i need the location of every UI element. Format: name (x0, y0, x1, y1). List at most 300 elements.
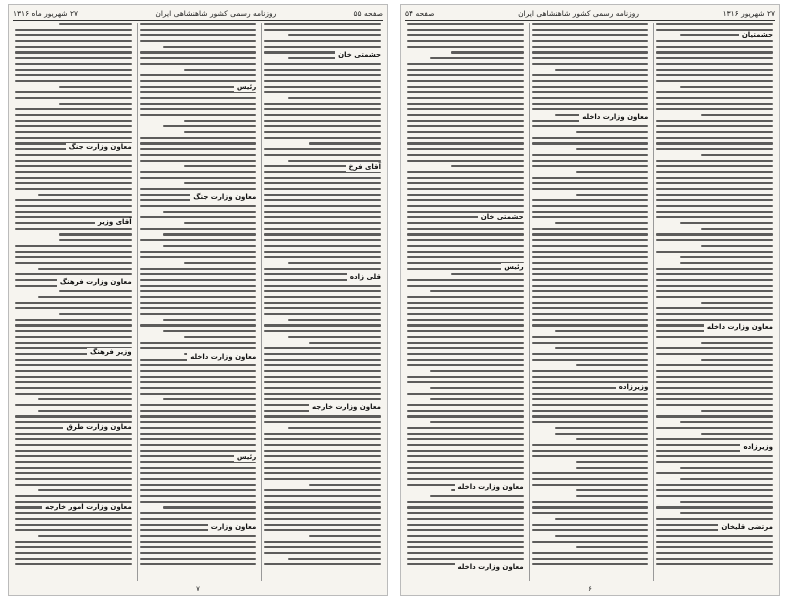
text-line (140, 40, 257, 42)
text-line (532, 359, 649, 361)
text-line (407, 154, 524, 156)
text-line (264, 524, 381, 526)
text-line (15, 467, 132, 469)
text-line (656, 290, 773, 292)
text-line (15, 97, 132, 99)
text-line (140, 444, 257, 446)
text-line (288, 319, 381, 321)
text-line (140, 546, 257, 548)
text-line (656, 563, 773, 565)
text-line (532, 211, 649, 213)
text-line (532, 404, 649, 406)
text-line (264, 518, 381, 520)
right-newspaper-title: روزنامه رسمی کشور شاهنشاهی ایران (518, 8, 639, 18)
text-line (555, 433, 648, 435)
text-line (163, 211, 256, 213)
text-line (140, 108, 257, 110)
text-line (532, 182, 649, 184)
text-line (532, 290, 649, 292)
text-line (264, 359, 381, 361)
text-line (555, 518, 648, 520)
text-line (407, 103, 524, 105)
text-line (407, 506, 524, 508)
text-line (532, 177, 649, 179)
text-line (407, 80, 524, 82)
text-line (656, 199, 773, 201)
text-line (656, 205, 773, 207)
text-line (184, 262, 256, 264)
text-line (15, 307, 132, 309)
text-line (140, 103, 257, 105)
text-lines (140, 23, 257, 581)
text-line (656, 142, 773, 144)
text-line (532, 563, 649, 565)
text-line (15, 415, 132, 417)
text-line (15, 256, 132, 258)
text-line (407, 472, 524, 474)
text-line (407, 529, 524, 531)
text-line (184, 69, 256, 71)
text-line (264, 154, 381, 156)
text-line (532, 91, 649, 93)
text-line (15, 529, 132, 531)
text-line (532, 74, 649, 76)
text-line (532, 142, 649, 144)
text-line (656, 489, 773, 491)
text-line (532, 268, 649, 270)
text-line (140, 148, 257, 150)
text-line (264, 216, 381, 218)
text-line (656, 415, 773, 417)
text-line (163, 506, 256, 508)
text-line (532, 302, 649, 304)
text-line (140, 558, 257, 560)
text-line (430, 398, 523, 400)
text-line (309, 484, 381, 486)
text-line (407, 319, 524, 321)
text-line (15, 330, 132, 332)
text-line (264, 194, 381, 196)
text-line (288, 160, 381, 162)
text-line (555, 535, 648, 537)
text-line (15, 478, 132, 480)
left-page-label: صفحه ۵۵ (353, 8, 383, 18)
text-line (407, 148, 524, 150)
text-line (656, 194, 773, 196)
text-line (407, 535, 524, 537)
text-line (15, 324, 132, 326)
text-line (264, 324, 381, 326)
right-page (400, 4, 780, 596)
text-line (264, 512, 381, 514)
text-line (309, 535, 381, 537)
section-heading: حشمتی خان (478, 213, 524, 222)
text-line (15, 524, 132, 526)
text-line (140, 228, 257, 230)
text-line (680, 512, 773, 514)
text-line (15, 472, 132, 474)
section-heading: معاون وزارت داخله (455, 483, 524, 492)
text-line (407, 91, 524, 93)
text-line (264, 63, 381, 65)
text-line (656, 472, 773, 474)
text-line (656, 347, 773, 349)
text-line (264, 467, 381, 469)
text-line (576, 148, 648, 150)
text-line (451, 273, 523, 275)
text-line (656, 353, 773, 355)
text-line (656, 74, 773, 76)
text-line (701, 433, 773, 435)
text-line (15, 541, 132, 543)
text-line (264, 455, 381, 457)
text-line (38, 489, 131, 491)
text-line (680, 467, 773, 469)
section-heading: آقای فرخ (346, 163, 381, 172)
text-lines (407, 23, 524, 581)
text-line (15, 404, 132, 406)
text-line (656, 307, 773, 309)
text-line (15, 29, 132, 31)
text-line (532, 205, 649, 207)
text-line (15, 108, 132, 110)
section-heading: معاون وزارت خارجه (309, 403, 381, 412)
text-line (407, 23, 524, 25)
text-line (15, 74, 132, 76)
text-line (264, 222, 381, 224)
text-line (532, 216, 649, 218)
text-line (407, 199, 524, 201)
section-heading: حشمتی خان (335, 51, 381, 60)
text-line (163, 319, 256, 321)
text-line (264, 541, 381, 543)
text-line (532, 398, 649, 400)
text-line (264, 370, 381, 372)
text-line (532, 251, 649, 253)
text-line (680, 256, 773, 258)
text-line (532, 501, 649, 503)
text-line (407, 251, 524, 253)
text-line (407, 450, 524, 452)
text-line (532, 296, 649, 298)
text-line (15, 171, 132, 173)
text-line (532, 160, 649, 162)
text-line (140, 51, 257, 53)
text-line (532, 46, 649, 48)
text-line (656, 336, 773, 338)
text-line (140, 313, 257, 315)
text-line (407, 296, 524, 298)
left-page-header (13, 7, 383, 19)
text-line (656, 57, 773, 59)
text-line (656, 216, 773, 218)
text-line (532, 165, 649, 167)
text-line (163, 125, 256, 127)
text-line (576, 467, 648, 469)
text-line (656, 370, 773, 372)
text-line (140, 205, 257, 207)
section-heading: معاون وزارت جنگ (190, 193, 256, 202)
text-line (264, 364, 381, 366)
text-line (264, 69, 381, 71)
text-line (288, 336, 381, 338)
text-line (140, 324, 257, 326)
text-line (15, 34, 132, 36)
text-line (407, 40, 524, 42)
text-line (38, 268, 131, 270)
text-line (407, 108, 524, 110)
text-line (264, 80, 381, 82)
text-line (140, 296, 257, 298)
text-line (407, 74, 524, 76)
text-line (680, 86, 773, 88)
text-line (532, 34, 649, 36)
text-line (15, 137, 132, 139)
text-line (407, 444, 524, 446)
text-line (264, 251, 381, 253)
section-heading: معاون وزارت (208, 523, 257, 532)
text-line (656, 51, 773, 53)
text-line (576, 364, 648, 366)
text-line (680, 478, 773, 480)
text-lines (15, 23, 132, 581)
text-line (656, 91, 773, 93)
text-line (140, 74, 257, 76)
text-line (656, 182, 773, 184)
text-line (140, 29, 257, 31)
text-line (656, 495, 773, 497)
text-line (140, 404, 257, 406)
text-line (264, 450, 381, 452)
text-line (701, 245, 773, 247)
text-line (532, 421, 649, 423)
text-line (140, 80, 257, 82)
text-line (407, 279, 524, 281)
text-line (701, 342, 773, 344)
section-heading: وزیرزاده (616, 383, 649, 392)
text-line (15, 205, 132, 207)
text-line (264, 239, 381, 241)
text-line (656, 120, 773, 122)
text-line (407, 29, 524, 31)
text-line (407, 245, 524, 247)
text-line (407, 415, 524, 417)
text-line (532, 57, 649, 59)
text-line (140, 387, 257, 389)
text-line (15, 455, 132, 457)
text-line (184, 120, 256, 122)
text-line (140, 137, 257, 139)
text-line (15, 160, 132, 162)
text-line (264, 188, 381, 190)
text-line (576, 171, 648, 173)
text-line (532, 108, 649, 110)
text-line (532, 336, 649, 338)
text-line (407, 46, 524, 48)
text-line (656, 125, 773, 127)
text-line (288, 34, 381, 36)
text-line (407, 330, 524, 332)
text-line (407, 114, 524, 116)
text-line (407, 455, 524, 457)
text-line (407, 97, 524, 99)
text-line (576, 194, 648, 196)
text-line (532, 353, 649, 355)
text-line (656, 438, 773, 440)
text-line (264, 74, 381, 76)
text-line (288, 427, 381, 429)
text-line (407, 336, 524, 338)
text-line (532, 29, 649, 31)
text-line (264, 330, 381, 332)
text-line (407, 205, 524, 207)
text-line (656, 506, 773, 508)
text-line (15, 245, 132, 247)
text-line (15, 518, 132, 520)
text-line (140, 114, 257, 116)
section-heading: معاون وزارت طرق (63, 423, 131, 432)
text-line (532, 484, 649, 486)
text-line (532, 228, 649, 230)
section-heading: رئیس (234, 83, 256, 92)
text-line (140, 251, 257, 253)
text-line (140, 381, 257, 383)
text-line (407, 467, 524, 469)
text-line (15, 154, 132, 156)
text-line (701, 410, 773, 412)
text-line (38, 194, 131, 196)
text-line (140, 34, 257, 36)
text-line (407, 285, 524, 287)
text-line (288, 558, 381, 560)
text-line (407, 256, 524, 258)
text-line (59, 290, 131, 292)
section-heading: معاون وزارت جنگ (66, 143, 132, 152)
text-line (15, 319, 132, 321)
text-line (430, 370, 523, 372)
text-line (264, 182, 381, 184)
text-line (140, 433, 257, 435)
text-line (656, 387, 773, 389)
right-date: ۲۷ شهریور ۱۳۱۶ (722, 8, 775, 18)
text-line (15, 80, 132, 82)
text-line (555, 330, 648, 332)
text-line (407, 177, 524, 179)
text-line (264, 563, 381, 565)
text-line (576, 489, 648, 491)
text-line (140, 484, 257, 486)
text-line (140, 177, 257, 179)
text-line (140, 563, 257, 565)
text-line (264, 108, 381, 110)
text-line (407, 188, 524, 190)
text-line (532, 273, 649, 275)
text-line (264, 387, 381, 389)
section-heading: معاون وزارت امور خارجه (42, 503, 132, 512)
text-line (576, 461, 648, 463)
text-line (184, 336, 256, 338)
text-line (59, 23, 131, 25)
text-line (576, 546, 648, 548)
text-line (532, 558, 649, 560)
text-line (264, 529, 381, 531)
text-line (532, 370, 649, 372)
text-line (532, 285, 649, 287)
text-line (656, 427, 773, 429)
text-lines (532, 23, 649, 581)
text-line (15, 177, 132, 179)
text-line (264, 353, 381, 355)
text-line (407, 438, 524, 440)
text-line (264, 103, 381, 105)
section-heading: معاون وزارت داخله (455, 563, 524, 572)
text-line (656, 518, 773, 520)
text-line (656, 484, 773, 486)
text-line (140, 160, 257, 162)
text-line (407, 427, 524, 429)
text-line (140, 393, 257, 395)
right-page-label: صفحه ۵۴ (405, 8, 435, 18)
text-line (140, 285, 257, 287)
text-line (140, 364, 257, 366)
text-line (407, 410, 524, 412)
text-line (15, 552, 132, 554)
text-line (532, 23, 649, 25)
text-line (430, 290, 523, 292)
text-line (264, 398, 381, 400)
text-line (264, 478, 381, 480)
text-line (140, 472, 257, 474)
text-line (532, 233, 649, 235)
text-line (656, 131, 773, 133)
text-line (532, 455, 649, 457)
text-line (407, 381, 524, 383)
text-line (15, 114, 132, 116)
text-line (140, 478, 257, 480)
text-line (15, 433, 132, 435)
text-line (15, 120, 132, 122)
left-date: ۲۷ شهریور ماه ۱۳۱۶ (13, 8, 79, 18)
text-line (264, 228, 381, 230)
text-line (15, 387, 132, 389)
text-line (430, 495, 523, 497)
text-line (140, 376, 257, 378)
text-line (407, 546, 524, 548)
text-lines (264, 23, 381, 581)
text-line (656, 160, 773, 162)
text-line (555, 427, 648, 429)
text-line (15, 370, 132, 372)
text-line (656, 211, 773, 213)
text-line (407, 63, 524, 65)
text-line (407, 512, 524, 514)
text-line (407, 233, 524, 235)
text-line (656, 251, 773, 253)
text-line (656, 461, 773, 463)
text-line (264, 495, 381, 497)
text-line (264, 233, 381, 235)
text-line (288, 262, 381, 264)
text-line (451, 51, 523, 53)
text-line (532, 450, 649, 452)
left-col-1 (261, 23, 383, 581)
text-line (407, 120, 524, 122)
text-line (264, 461, 381, 463)
text-line (15, 376, 132, 378)
text-line (15, 182, 132, 184)
text-line (140, 97, 257, 99)
text-line (532, 154, 649, 156)
